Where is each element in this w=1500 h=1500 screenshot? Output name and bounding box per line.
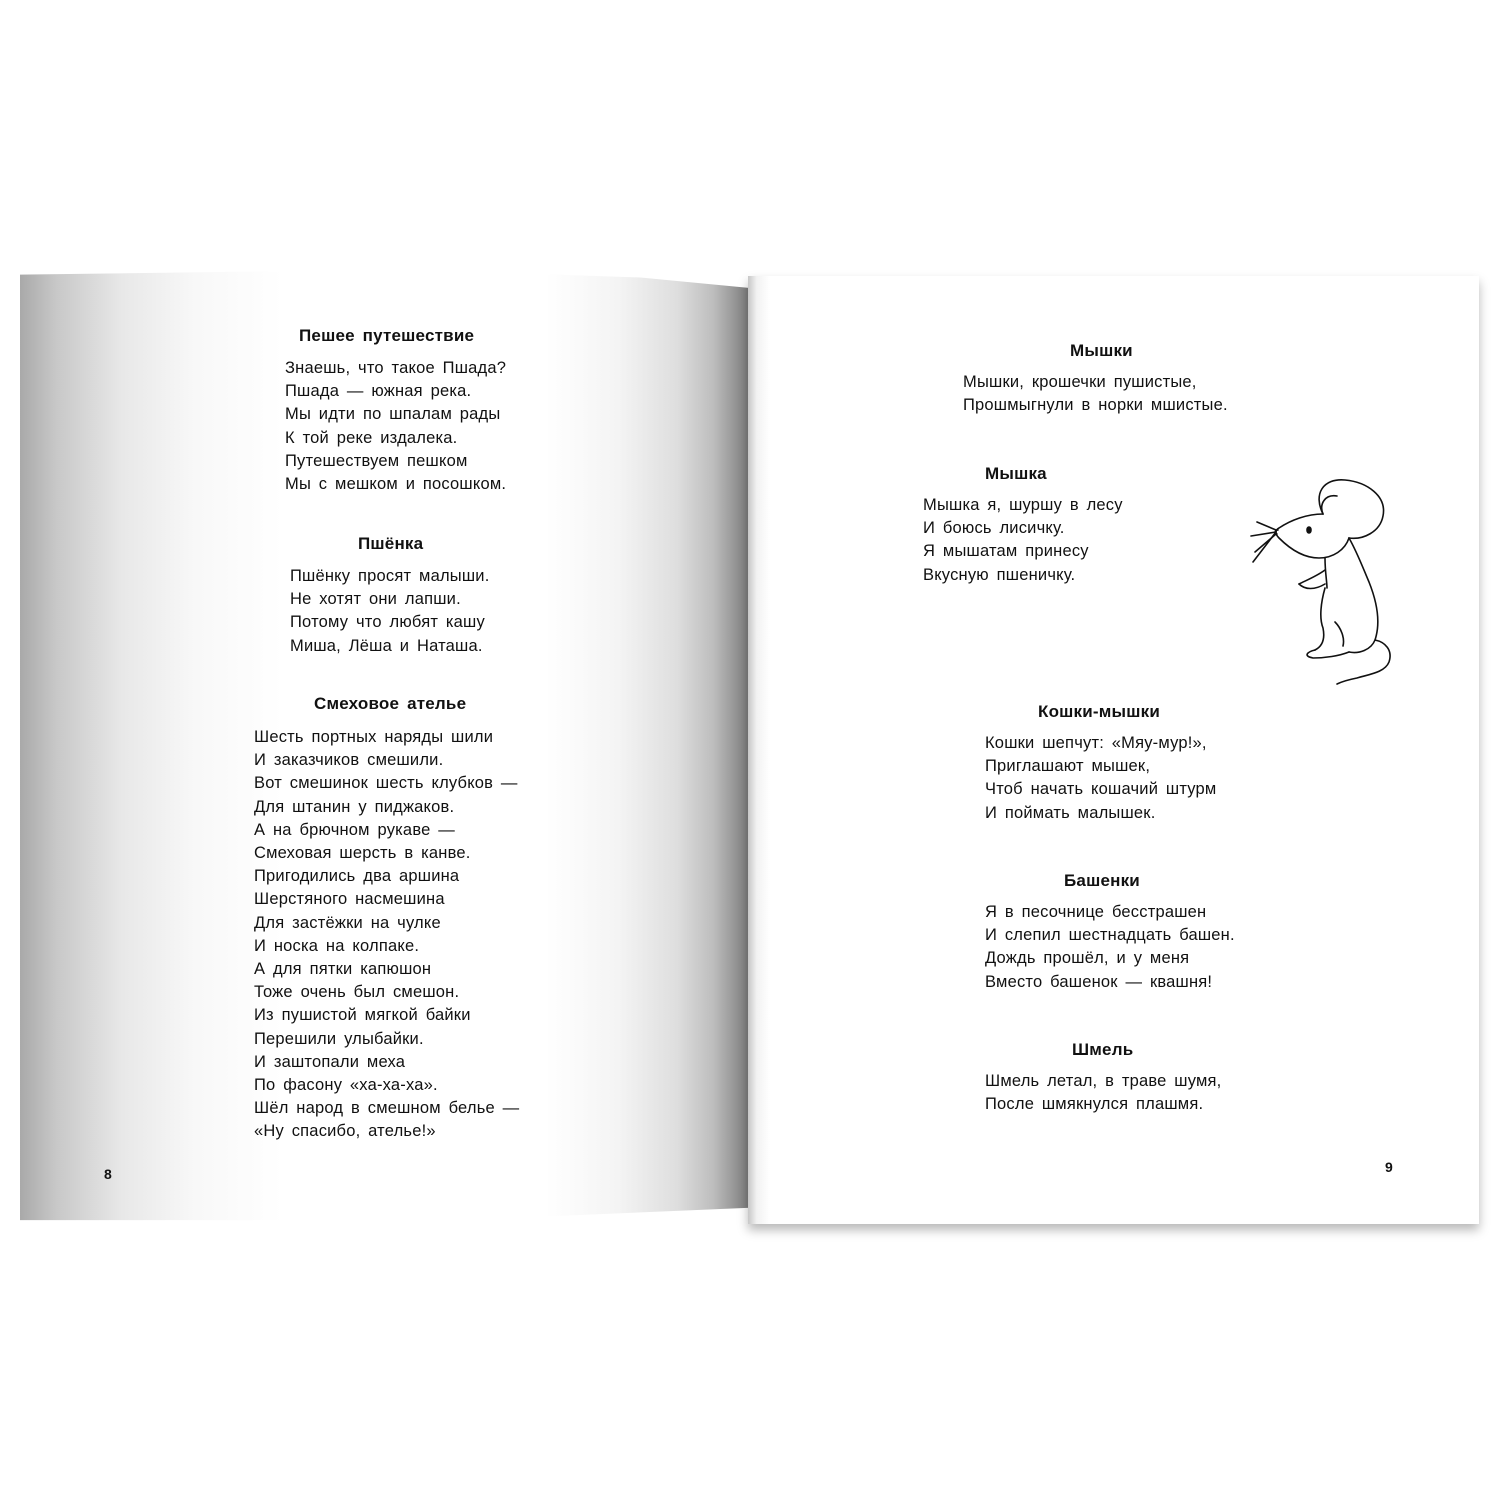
poem-title: Башенки [1064,871,1140,890]
poem-line: Шмель летал, в траве шумя, [985,1072,1222,1090]
poem-line: Мы идти по шпалам рады [285,405,501,424]
page-number: 9 [1385,1159,1393,1175]
poem-line: А для пятки капюшон [254,960,432,979]
poem-line: Кошки шепчут: «Мяу-мур!», [985,734,1207,752]
poem-line: Тоже очень был смешон. [254,983,460,1002]
poem-title: Пешее путешествие [299,326,475,345]
poem-line: И поймать малышек. [985,803,1156,822]
poem-line: Вот смешинок шесть клубков — [254,774,518,793]
poem-line: Мы с мешком и посошком. [285,475,507,494]
poem-line: Мышка я, шуршу в лесу [923,496,1123,514]
poem-line: Потому что любят кашу [290,613,485,632]
poem-body [985,1070,1221,1116]
poem-line: И носка на колпаке. [254,936,420,955]
poem-body [290,565,489,658]
poem-body [985,901,1235,994]
poem-title: Кошки-мышки [1038,702,1160,721]
poem-line: Путешествуем пешком [285,451,468,470]
poem-line: И слепил шестнадцать башен. [985,926,1235,945]
poem-line: И заказчиков смешили. [254,751,444,770]
poem-line: К той реке издалека. [285,428,458,447]
poem-title: Пшёнка [358,534,424,553]
poem-line: Шерстяного насмешина [254,890,445,909]
poem-body [923,494,1123,587]
poem-line: Для застёжки на чулке [254,913,441,932]
poem-line: После шмякнулся плашмя. [985,1095,1204,1114]
poem-line: А на брючном рукаве — [254,820,455,839]
page-number: 8 [104,1166,112,1182]
poem-line: Не хотят они лапши. [290,590,461,609]
poem-line: Вместо башенок — квашня! [985,972,1213,991]
poem-title: Смеховое ателье [314,694,467,713]
poem-body [254,726,519,1144]
poem-line: Мышки, крошечки пушистые, [963,373,1197,391]
poem-line: И боюсь лисичку. [923,519,1065,538]
poem-title: Мышка [985,464,1047,483]
poem-line: Прошмыгнули в норки мшистые. [963,396,1228,415]
poem-line: Вкусную пшеничку. [923,565,1076,584]
mouse-icon [1245,472,1395,688]
poem-line: По фасону «ха-ха-ха». [254,1076,438,1095]
poem-line: Шесть портных наряды шили [254,728,494,746]
poem-line: Миша, Лёша и Наташа. [290,636,483,655]
poem-line: Пшада — южная река. [285,382,472,401]
poem-body [985,732,1216,825]
poem-line: Чтоб начать кошачий штурм [985,780,1217,799]
poem-line: Из пушистой мягкой байки [254,1006,471,1025]
poem-line: Шёл народ в смешном белье — [254,1099,520,1118]
poem-line: Дождь прошёл, и у меня [985,949,1190,968]
poem-line: Приглашают мышек, [985,757,1151,776]
poem-line: Перешили улыбайки. [254,1029,424,1048]
poem-line: Пшёнку просят малыши. [290,567,490,585]
poem-line: Смеховая шерсть в канве. [254,844,471,863]
poem-line: Я мышатам принесу [923,542,1089,561]
poem-line: Знаешь, что такое Пшада? [285,359,507,377]
poem-line: «Ну спасибо, ателье!» [254,1122,436,1141]
poem-line: Для штанин у пиджаков. [254,797,455,816]
poem-line: Пригодились два аршина [254,867,460,886]
poem-line: Я в песочнице бесстрашен [985,903,1207,921]
poem-title: Мышки [1070,341,1133,360]
poem-line: И заштопали меха [254,1052,406,1071]
poem-body [963,371,1228,417]
poem-body [285,357,506,496]
poem-title: Шмель [1072,1040,1134,1059]
